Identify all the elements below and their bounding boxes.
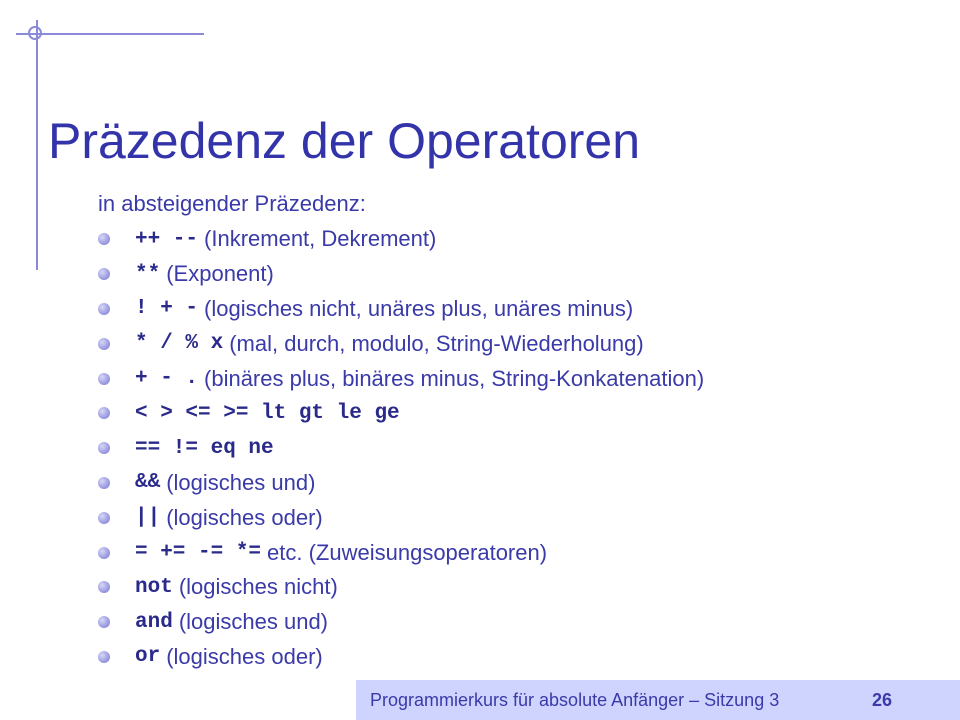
bullet-icon	[98, 616, 110, 628]
operator-code: + - .	[135, 367, 199, 391]
operator-description: (logisches und)	[166, 469, 316, 495]
list-item	[98, 570, 704, 605]
operator-code: * / % x	[135, 332, 224, 356]
operator-code: &&	[135, 471, 161, 495]
operator-description: (logisches oder)	[166, 504, 323, 530]
operator-description: (logisches oder)	[166, 643, 323, 669]
list-item	[98, 326, 704, 361]
bullet-icon	[98, 233, 110, 245]
operator-list	[98, 222, 704, 674]
bullet-icon	[98, 373, 110, 385]
bullet-icon	[98, 651, 110, 663]
footer-bar	[356, 680, 960, 720]
operator-description: (Exponent)	[166, 261, 274, 287]
corner-horizontal-line	[16, 33, 204, 35]
list-item	[98, 466, 704, 501]
operator-code: < > <= >= lt gt le ge	[135, 401, 400, 425]
list-item	[98, 222, 704, 257]
bullet-icon	[98, 442, 110, 454]
list-item	[98, 640, 704, 675]
bullet-icon	[98, 581, 110, 593]
list-item	[98, 292, 704, 327]
operator-description: (logisches nicht, unäres plus, unäres minus)	[204, 295, 634, 321]
operator-description: (logisches nicht)	[178, 574, 338, 600]
operator-description: (binäres plus, binäres minus, String-Konkatenation)	[204, 365, 705, 391]
operator-code: or	[135, 645, 161, 669]
operator-description: (Inkrement, Dekrement)	[204, 226, 437, 252]
slide-subtitle: in absteigender Präzedenz:	[98, 191, 366, 216]
bullet-icon	[98, 268, 110, 280]
operator-description: (logisches und)	[178, 609, 328, 635]
bullet-icon	[98, 477, 110, 489]
corner-vertical-line	[36, 20, 38, 270]
list-item	[98, 535, 704, 570]
operator-code: **	[135, 262, 161, 286]
operator-code: ++ --	[135, 227, 199, 251]
list-item	[98, 257, 704, 292]
operator-description: (mal, durch, modulo, String-Wiederholung)	[229, 330, 644, 356]
list-item	[98, 396, 704, 431]
bullet-icon	[98, 547, 110, 559]
corner-circle-ornament	[28, 26, 42, 40]
bullet-icon	[98, 512, 110, 524]
list-item	[98, 361, 704, 396]
list-item	[98, 431, 704, 466]
list-item	[98, 500, 704, 535]
page-number: 26	[872, 689, 893, 710]
operator-code: not	[135, 575, 173, 599]
footer-course-title: Programmierkurs für absolute Anfänger – Sitzung 3	[370, 689, 780, 710]
bullet-icon	[98, 303, 110, 315]
operator-code: ! + -	[135, 297, 199, 321]
operator-code: ||	[135, 506, 161, 530]
operator-code: = += -= *=	[135, 541, 262, 565]
bullet-icon	[98, 338, 110, 350]
operator-code: == != eq ne	[135, 436, 274, 460]
slide-title: Präzedenz der Operatoren	[48, 113, 641, 169]
operator-description: etc. (Zuweisungsoperatoren)	[267, 539, 548, 565]
operator-code: and	[135, 610, 173, 634]
bullet-icon	[98, 407, 110, 419]
list-item	[98, 605, 704, 640]
